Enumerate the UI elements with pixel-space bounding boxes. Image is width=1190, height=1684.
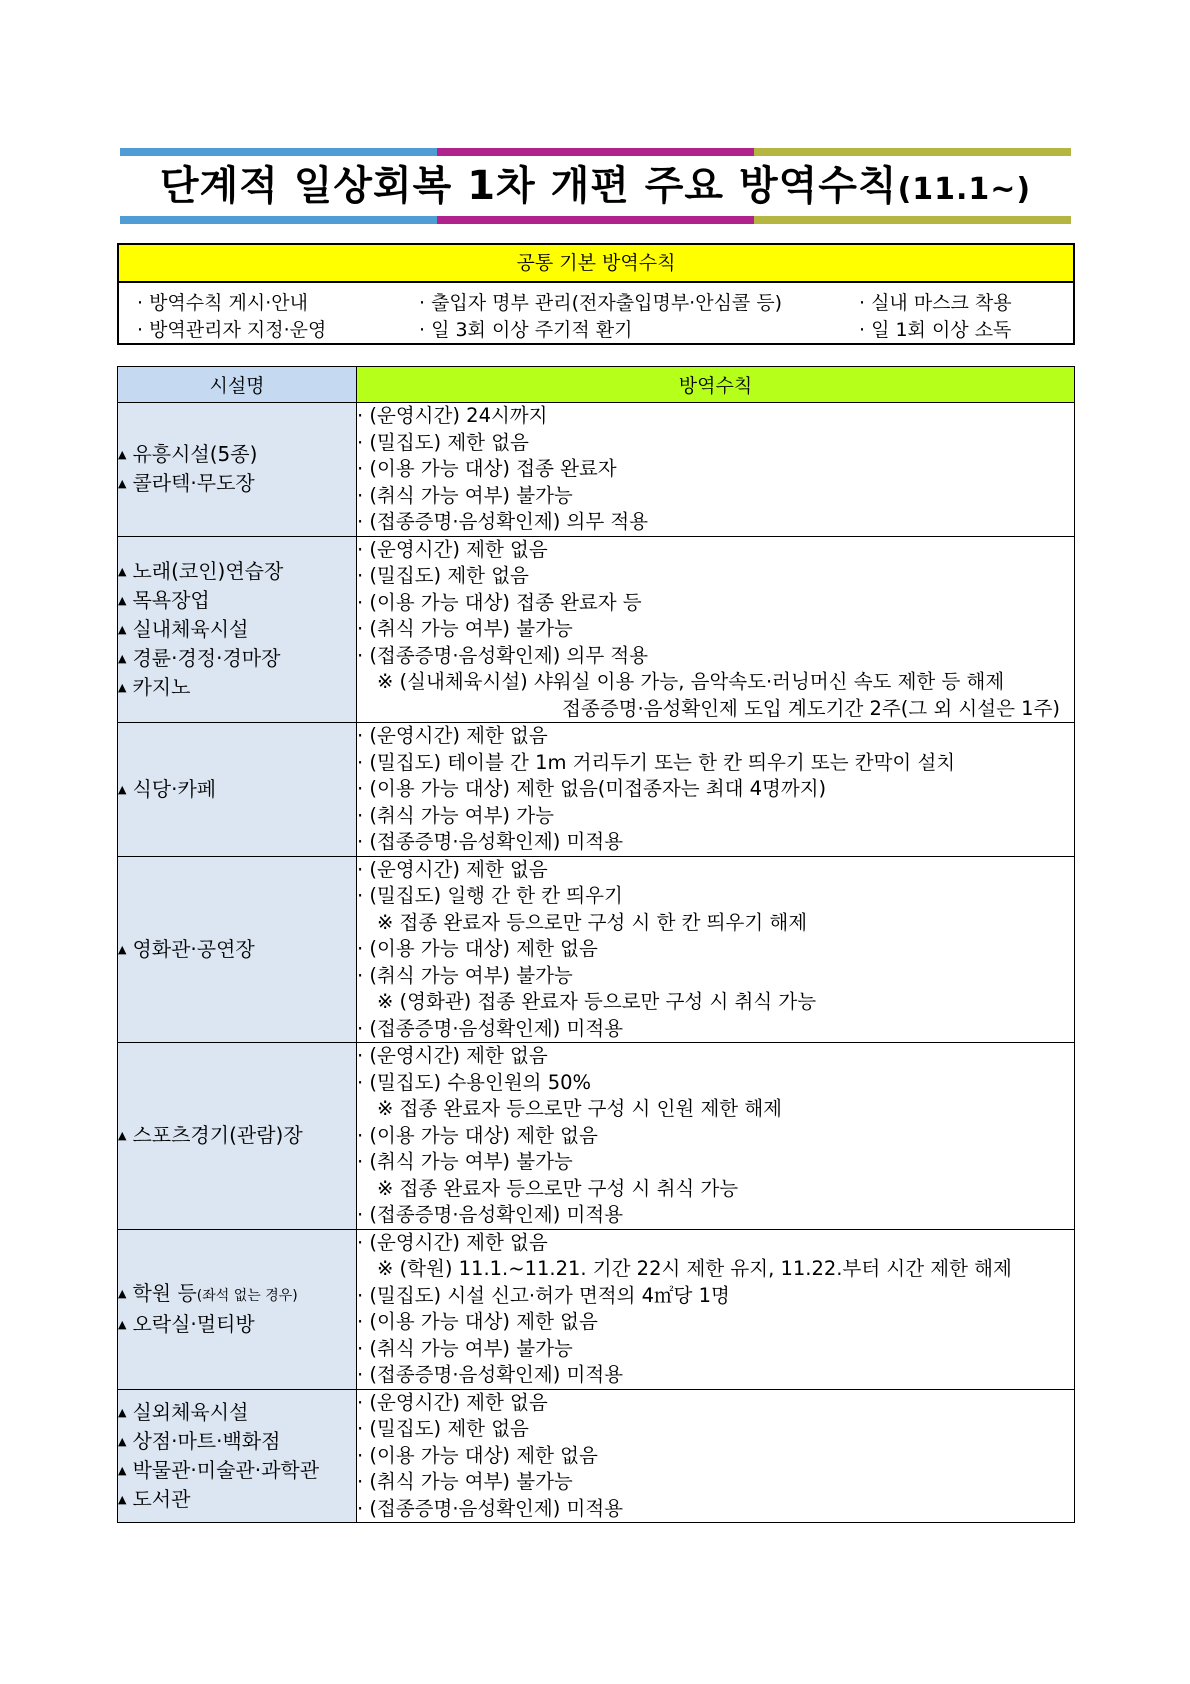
table-row [118,403,1075,537]
rule-line: · (이용 가능 대상) 제한 없음(미접종자는 최대 4명까지) [357,777,827,800]
facility-cell [118,1043,357,1230]
rule-line: · (접종증명·음성확인제) 의무 적용 [357,510,649,533]
common-rule-item: · 실내 마스크 착용 [859,292,1012,314]
triangle-up-icon: ▲ [118,1129,127,1143]
facility-cell [118,536,357,723]
rule-line: · (접종증명·음성확인제) 미적용 [357,1203,624,1226]
facility-name-text: 카지노 [132,674,191,699]
common-rule-item: · 방역수칙 게시·안내 [137,292,308,314]
triangle-up-icon: ▲ [118,1492,127,1506]
facility-name-text: 콜라텍·무도장 [132,471,255,496]
triangle-up-icon: ▲ [118,1463,127,1477]
rules-cell [357,856,1075,1043]
facility-name [118,1485,356,1514]
rule-line: · (이용 가능 대상) 제한 없음 [357,937,598,960]
rule-line: ※ (실내체육시설) 샤워실 이용 가능, 음악속도·러닝머신 속도 제한 등 해제 [377,670,1005,693]
rule-line: · (밀집도) 제한 없음 [357,430,529,454]
facility-name [118,557,356,586]
rule-line: · (취식 가능 여부) 불가능 [357,1150,573,1173]
rule-line: · (접종증명·음성확인제) 의무 적용 [357,643,649,667]
facility-name-text: 오락실·멀티방 [132,1312,255,1336]
triangle-up-icon: ▲ [118,942,127,956]
rule-line: 접종증명·음성확인제 도입 계도기간 2주(그 외 시설은 1주) [562,696,1060,720]
triangle-up-icon: ▲ [118,1318,127,1331]
facility-column-header: 시설명 [118,367,357,403]
rule-line: · (이용 가능 대상) 제한 없음 [357,1443,598,1467]
facility-name [118,586,356,615]
facility-name-text: 목욕장업 [132,587,210,612]
rule-line: ※ 접종 완료자 등으로만 구성 시 취식 가능 [377,1176,739,1200]
rule-line: · (운영시간) 제한 없음 [357,1044,548,1067]
rule-line: · (접종증명·음성확인제) 미적용 [357,1363,624,1386]
rules-cell [357,1043,1075,1230]
rule-line: · (밀집도) 테이블 간 1m 거리두기 또는 한 칸 띄우기 또는 칸막이 설치 [357,750,956,774]
rules-cell [357,403,1075,537]
table-row [118,723,1075,857]
triangle-up-icon: ▲ [118,564,127,578]
rule-line: · (밀집도) 제한 없음 [357,564,529,587]
rule-line: · (운영시간) 제한 없음 [357,724,548,747]
rule-line: · (이용 가능 대상) 접종 완료자 등 [357,590,642,614]
rule-line: · (접종증명·음성확인제) 미적용 [357,1016,624,1040]
common-rule-item: · 일 3회 이상 주기적 환기 [419,319,633,341]
table-row [118,856,1075,1043]
facility-cell [118,403,357,537]
facility-name [118,615,356,644]
facility-cell [118,856,357,1043]
rule-line: · (접종증명·음성확인제) 미적용 [357,830,624,853]
triangle-up-icon: ▲ [118,477,127,491]
rule-line: · (취식 가능 여부) 불가능 [357,963,573,987]
title-main: 단계적 일상회복 1차 개편 주요 방역수칙 [159,163,898,209]
facility-name-text: 노래(코인)연습장 [132,558,284,583]
table-row [118,1229,1075,1389]
rule-line: · (취식 가능 여부) 불가능 [357,483,573,507]
rule-line: ※ (영화관) 접종 완료자 등으로만 구성 시 취식 가능 [377,990,817,1013]
triangle-up-icon: ▲ [118,622,127,636]
rule-line: · (취식 가능 여부) 불가능 [357,617,573,640]
rule-line: · (이용 가능 대상) 제한 없음 [357,1123,598,1147]
rules-cell [357,1229,1075,1389]
rule-line: ※ (학원) 11.1.~11.21. 기간 22시 제한 유지, 11.22.부터 시간 제한 해제 [377,1257,1012,1280]
rule-line: · (밀집도) 시설 신고·허가 면적의 4㎡당 1명 [357,1283,730,1307]
facility-name-text: 실내체육시설 [132,616,249,641]
rule-line: · (운영시간) 제한 없음 [357,857,548,881]
common-rule-item: · 출입자 명부 관리(전자출입명부·안심콜 등) [419,292,783,314]
rule-line: ※ 접종 완료자 등으로만 구성 시 인원 제한 해제 [377,1097,782,1120]
common-rule-item: · 방역관리자 지정·운영 [137,319,327,341]
rule-line: · (밀집도) 수용인원의 50% [357,1070,592,1094]
triangle-up-icon: ▲ [118,1287,127,1300]
facility-name [118,1279,356,1310]
facility-name [118,1456,356,1485]
table-row [118,536,1075,723]
rule-line: · (이용 가능 대상) 접종 완료자 [357,457,617,480]
triangle-up-icon: ▲ [118,593,127,607]
facility-name-text: 도서관 [132,1486,191,1511]
rules-cell [357,1389,1075,1523]
rules-column-header: 방역수칙 [357,367,1075,403]
facility-name-note: (좌석 없는 경우) [196,1288,298,1304]
common-rule-item: · 일 1회 이상 소독 [859,319,1012,341]
rule-line: · (운영시간) 제한 없음 [357,1390,548,1414]
rules-cell [357,536,1075,723]
facility-name [118,673,356,702]
facility-name [118,1398,356,1427]
facility-name-text: 경륜·경정·경마장 [132,645,281,670]
facility-name [118,1121,356,1150]
rules-cell [357,723,1075,857]
rule-line: · (운영시간) 제한 없음 [357,537,548,561]
rule-line: · (밀집도) 제한 없음 [357,1417,529,1440]
rule-line: ※ 접종 완료자 등으로만 구성 시 한 칸 띄우기 해제 [377,910,808,934]
rule-line: · (취식 가능 여부) 불가능 [357,1470,573,1493]
table-row [118,1043,1075,1230]
triangle-up-icon: ▲ [118,1405,127,1419]
facility-name [118,644,356,673]
facility-name [118,935,356,964]
rule-line: · (운영시간) 24시까지 [357,404,548,427]
table-row [118,1389,1075,1523]
facility-name-text: 식당·카페 [132,776,217,801]
page-title [120,158,1071,214]
facility-cell [118,723,357,857]
facility-name-text: 스포츠경기(관람)장 [132,1123,303,1148]
common-rules-heading: 공통 기본 방역수칙 [119,245,1073,283]
common-rules-list [119,283,1073,345]
rule-line: · (운영시간) 제한 없음 [357,1230,548,1254]
title-date: (11.1~) [897,172,1032,207]
rule-line: · (이용 가능 대상) 제한 없음 [357,1310,598,1333]
facility-cell [118,1229,357,1389]
rule-line: · (취식 가능 여부) 불가능 [357,1336,573,1360]
triangle-up-icon: ▲ [118,651,127,665]
top-color-bar [120,148,1071,156]
bottom-color-bar [120,216,1071,224]
triangle-up-icon: ▲ [118,680,127,694]
facility-name [118,775,356,804]
facility-name-text: 상점·마트·백화점 [132,1428,281,1453]
facility-name-text: 박물관·미술관·과학관 [132,1457,320,1482]
facility-rules-table [117,366,1075,1523]
facility-name [118,469,356,498]
facility-name-text: 유흥시설(5종) [132,442,258,467]
rule-line: · (밀집도) 일행 간 한 칸 띄우기 [357,884,623,907]
facility-cell [118,1389,357,1523]
common-rules-box [117,243,1075,345]
facility-name-text: 실외체육시설 [132,1399,249,1424]
table-header-row [118,367,1075,403]
triangle-up-icon: ▲ [118,782,127,796]
facility-name [118,1427,356,1456]
facility-name-text: 학원 등 [132,1281,197,1305]
rule-line: · (접종증명·음성확인제) 미적용 [357,1496,624,1520]
facility-name [118,440,356,469]
facility-name [118,1310,356,1339]
rule-line: · (취식 가능 여부) 가능 [357,803,554,827]
triangle-up-icon: ▲ [118,1434,127,1448]
triangle-up-icon: ▲ [118,448,127,462]
facility-name-text: 영화관·공연장 [132,936,255,961]
